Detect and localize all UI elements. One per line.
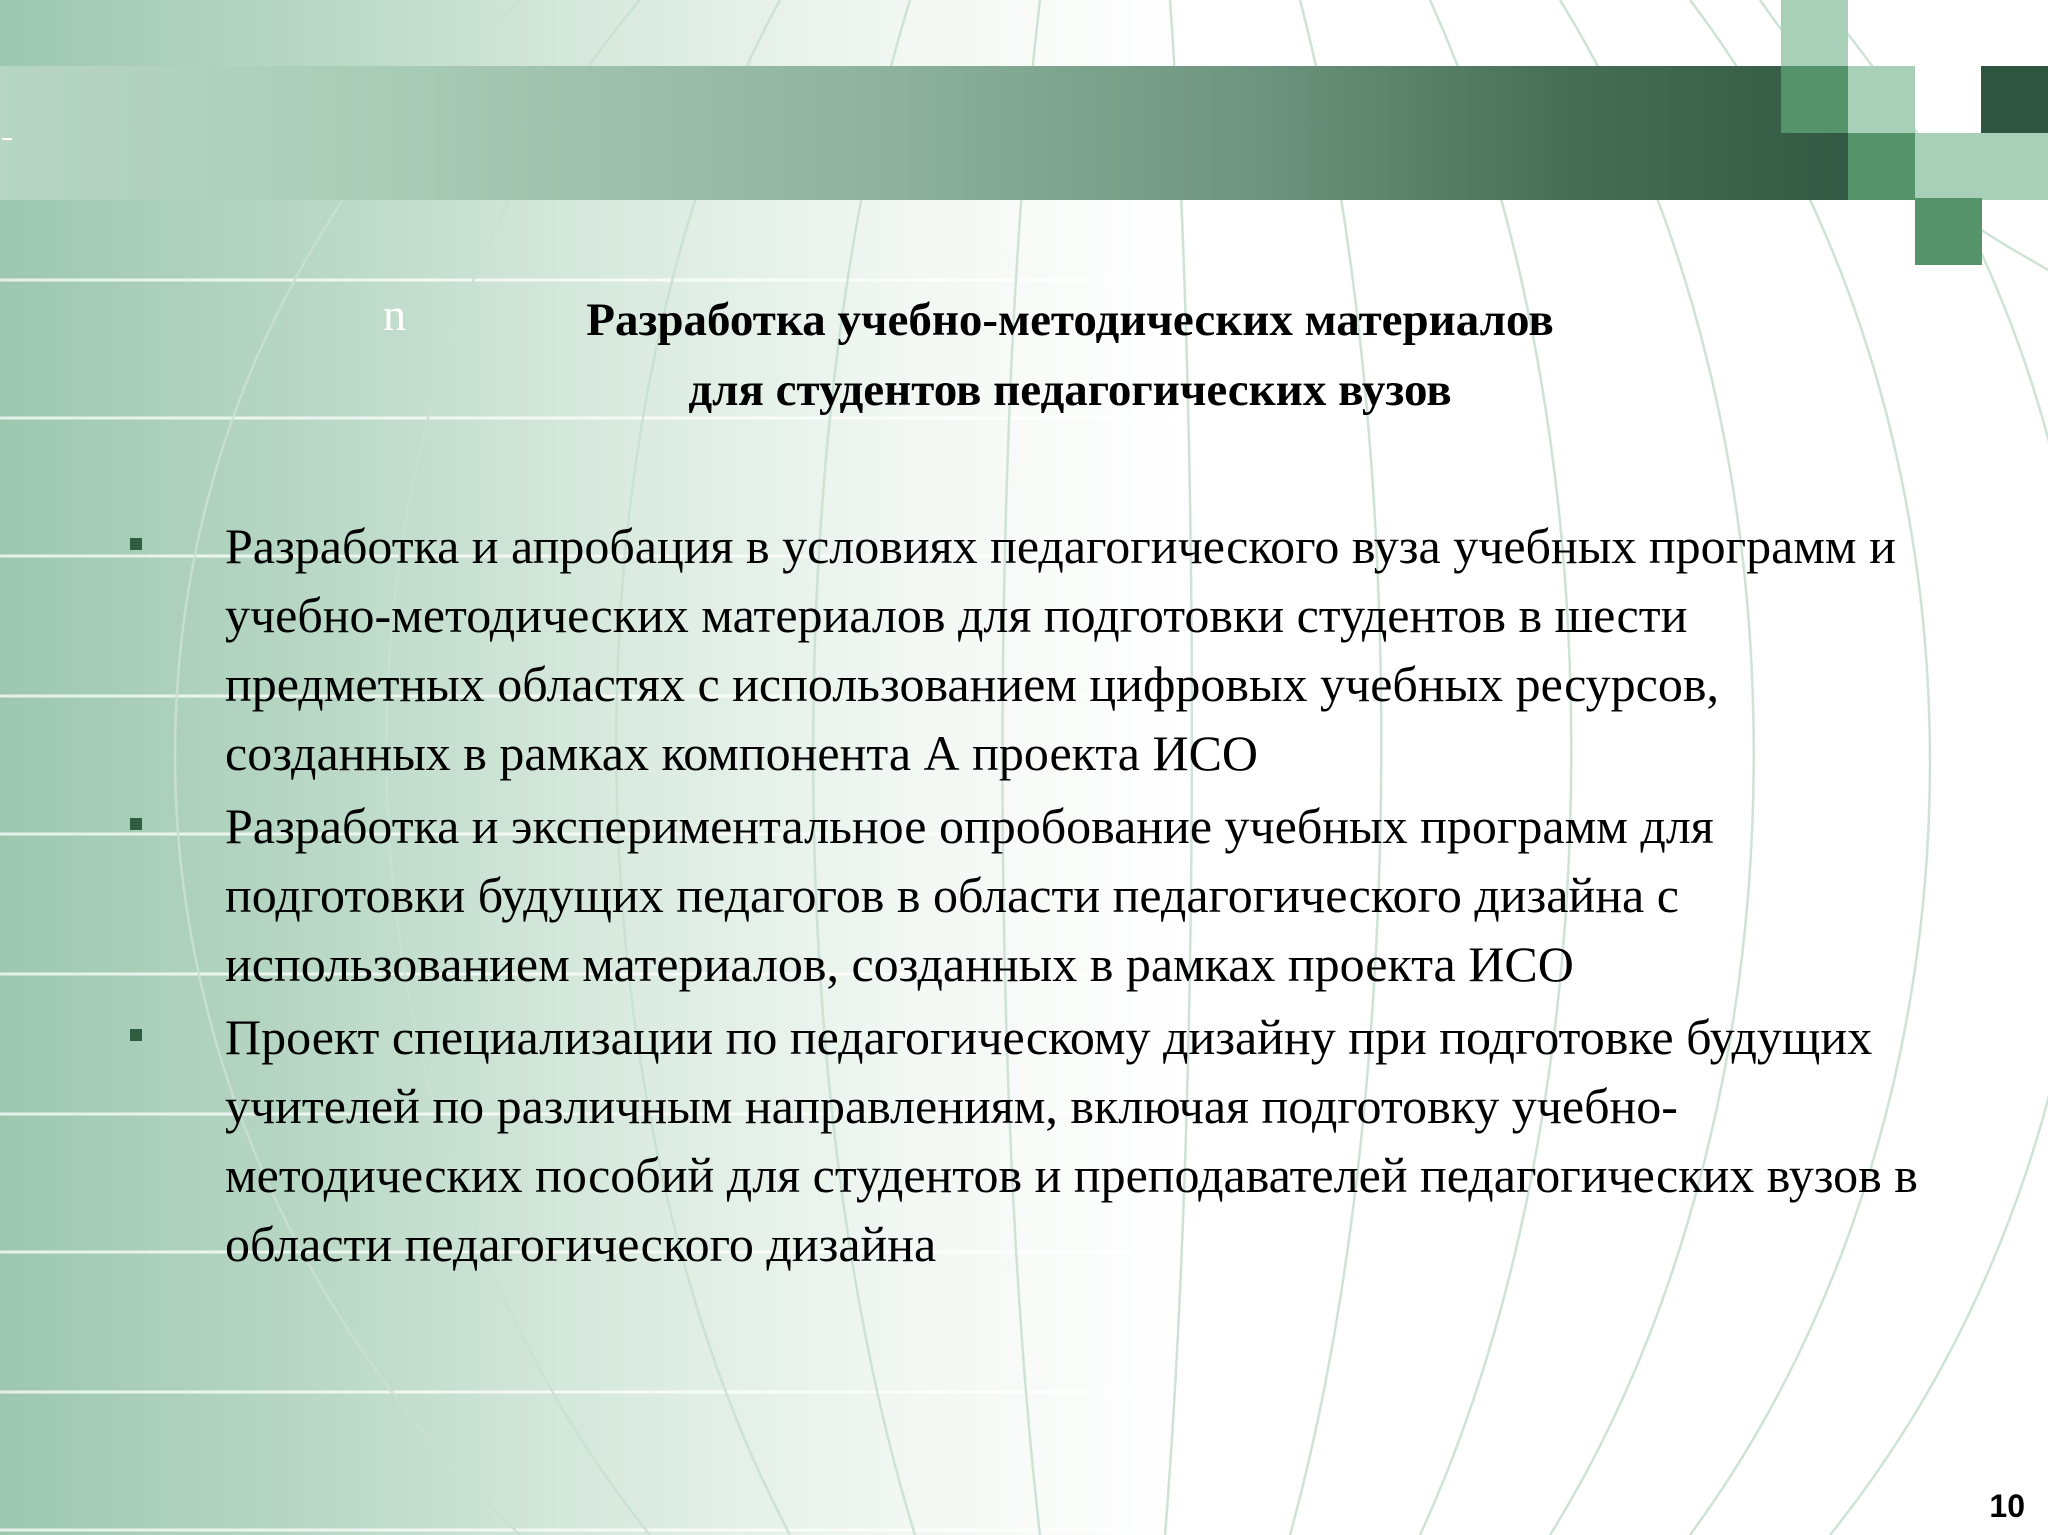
deco-square xyxy=(1915,198,1982,265)
deco-square xyxy=(1848,133,1915,200)
square-bullet-icon xyxy=(130,818,142,830)
deco-square xyxy=(1848,66,1915,133)
deco-square xyxy=(1915,133,1982,200)
band-tick-mark xyxy=(2,138,12,140)
deco-square xyxy=(1781,66,1848,133)
bullet-text: Разработка и экспериментальное опробование учебных программ для подготовки будущих педагогов в области педагогического дизайна с использованием материалов, созданных в рамках проекта ИСО xyxy=(225,798,1714,992)
bullet-item xyxy=(0,792,1945,999)
page-number: 10 xyxy=(1989,1488,2025,1524)
title-bullet: n xyxy=(383,289,406,340)
slide-title xyxy=(420,285,1720,425)
deco-square xyxy=(1781,0,1848,67)
bullet-text: Проект специализации по педагогическому дизайну при подготовке будущих учителей по различным направлениям, включая подготовку учебно-методических пособий для студентов и преподавателей педагогических вузов в области педагогического дизайна xyxy=(225,1009,1918,1272)
square-bullet-icon xyxy=(130,538,142,550)
slide-title-line-1: Разработка учебно-методических материалов xyxy=(586,294,1554,346)
bullet-text: Разработка и апробация в условиях педагогического вуза учебных программ и учебно-методических материалов для подготовки студентов в шести предметных областях с использованием цифровых учебных ресурсов, созданных в рамках компонента А проекта ИСО xyxy=(225,518,1896,781)
bullet-item xyxy=(0,512,1945,788)
bullet-item xyxy=(0,1003,1945,1279)
slide-title-line-2: для студентов педагогических вузов xyxy=(688,364,1452,416)
square-bullet-icon xyxy=(130,1029,142,1041)
deco-square xyxy=(1981,133,2048,200)
bullet-list xyxy=(0,512,2048,1283)
header-band xyxy=(0,66,1915,200)
deco-square xyxy=(1981,66,2048,133)
